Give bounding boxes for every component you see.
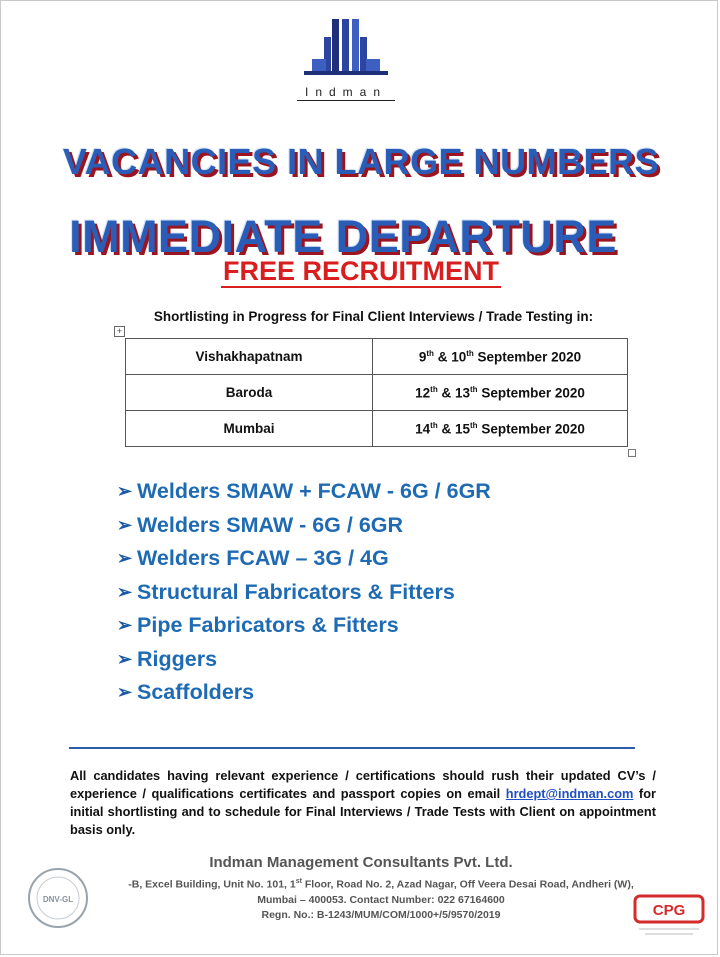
table-row [126, 339, 628, 375]
city-cell: Vishakhapatnam [126, 339, 373, 375]
arrow-bullet-icon: ➢ [117, 615, 133, 636]
headline-departure: IMMEDIATE DEPARTURE [69, 211, 617, 262]
company-name: Indman Management Consultants Pvt. Ltd. [209, 854, 513, 871]
table-move-handle-icon[interactable]: + [114, 326, 125, 337]
svg-text:DNV-GL: DNV-GL [42, 895, 74, 904]
logo-underline [297, 100, 395, 101]
logo-wordmark: Indman [304, 85, 388, 99]
indman-logo [291, 19, 401, 101]
city-cell: Mumbai [126, 411, 373, 447]
list-item: ➢ Riggers [117, 646, 218, 671]
table-row [126, 411, 628, 447]
application-notice: All candidates having relevant experience / certifications should rush their updated CV’s / experience / qualifications certificates and passport copies on email hrdept@indman.com for initial shortlisting and to schedule for Final Interviews / Trade Tests with Client on appointment basis only. [70, 768, 656, 837]
date-cell: 12th & 13th September 2020 [373, 375, 628, 411]
list-item: ➢ Welders FCAW – 3G / 4G [117, 546, 389, 571]
address-line-1: -B, Excel Building, Unit No. 101, 1st Floor, Road No. 2, Azad Nagar, Off Veera Desai Road, Andheri (W), [128, 878, 634, 891]
list-item: ➢ Pipe Fabricators & Fitters [117, 613, 399, 638]
list-item: ➢ Welders SMAW - 6G / 6GR [117, 512, 404, 537]
arrow-bullet-icon: ➢ [117, 682, 133, 703]
arrow-bullet-icon: ➢ [117, 648, 133, 669]
cpg-certification-badge-icon [633, 894, 705, 938]
email-link[interactable]: hrdept@indman.com [505, 786, 634, 801]
registration-number: Regn. No.: B-1243/MUM/COM/1000+/5/9570/2019 [261, 909, 501, 921]
dnv-certification-badge-icon [27, 867, 89, 929]
list-item: ➢ Scaffolders [117, 680, 255, 705]
arrow-bullet-icon: ➢ [117, 581, 133, 602]
shortlisting-intro: Shortlisting in Progress for Final Client Interviews / Trade Testing in: [153, 309, 594, 324]
date-cell: 9th & 10th September 2020 [373, 339, 628, 375]
headline-free-recruitment [1, 256, 720, 287]
headline-vacancies: VACANCIES IN LARGE NUMBERS [62, 141, 660, 182]
divider [69, 747, 635, 749]
address-line-2: Mumbai – 400053. Contact Number: 022 67164600 [257, 894, 505, 906]
svg-text:CPG: CPG [652, 902, 686, 919]
indman-logo-mark [304, 19, 388, 81]
job-list [117, 475, 491, 710]
date-cell: 14th & 15th September 2020 [373, 411, 628, 447]
table-row [126, 375, 628, 411]
arrow-bullet-icon: ➢ [117, 548, 133, 569]
list-item: ➢ Welders SMAW + FCAW - 6G / 6GR [117, 479, 491, 504]
table-resize-handle[interactable] [628, 449, 636, 457]
free-recruitment-text: FREE RECRUITMENT [223, 256, 499, 286]
city-cell: Baroda [126, 375, 373, 411]
arrow-bullet-icon: ➢ [117, 481, 133, 502]
arrow-bullet-icon: ➢ [117, 514, 133, 535]
schedule-table [125, 338, 628, 447]
list-item: ➢ Structural Fabricators & Fitters [117, 579, 455, 604]
